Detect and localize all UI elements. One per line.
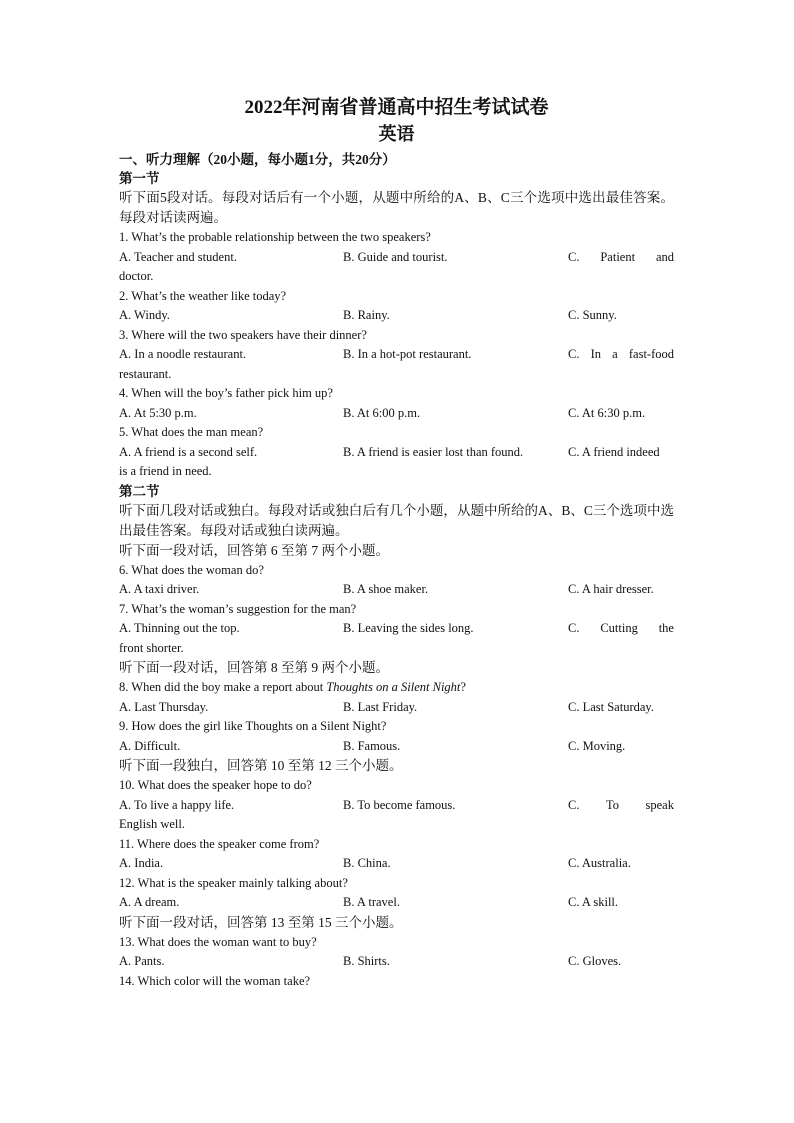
option-a: A. In a noodle restaurant. (119, 347, 247, 361)
option-c-word: the (658, 621, 674, 635)
group-instruction: 听下面一段独白，回答第 10 至第 12 三个小题。 (119, 758, 403, 773)
section-instruction: 听下面几段对话或独白。每段对话或独白后有几个小题，从题中所给的A、B、C三个选项中选出最佳答案。每段对话或独白读两遍。 (119, 502, 674, 538)
question-3: 3. Where will the two speakers have their dinner? (119, 327, 367, 342)
option-c (568, 619, 674, 639)
option-a: A. Thinning out the top. (119, 621, 240, 635)
option-c-word: a (612, 347, 618, 361)
question-mark: ? (460, 680, 466, 694)
option-a: A. India. (119, 856, 164, 870)
exam-page (119, 96, 674, 991)
option-b: B. China. (343, 856, 391, 870)
option-a: A. A dream. (119, 895, 180, 909)
option-c: C. Sunny. (568, 308, 617, 322)
section-instruction: 听下面5段对话。每段对话后有一个小题，从题中所给的A、B、C三个选项中选出最佳答案。每段对话读两遍。 (119, 190, 674, 225)
option-b: B. Guide and tourist. (343, 249, 448, 264)
question-10: 10. What does the speaker hope to do? (119, 778, 312, 792)
option-b: B. Leaving the sides long. (343, 621, 474, 635)
option-c: C. A hair dresser. (568, 582, 654, 596)
question-4: 4. When will the boy’s father pick him up? (119, 386, 333, 400)
option-a: A. Teacher and student. (119, 249, 237, 264)
option-c-continued: doctor. (119, 269, 154, 283)
question-5: 5. What does the man mean? (119, 425, 264, 439)
section-label: 第一节 (119, 171, 160, 186)
options-10 (119, 796, 674, 816)
option-c-word: In (590, 347, 602, 361)
question-8 (119, 678, 674, 698)
option-c: C. Last Saturday. (568, 699, 654, 714)
options-13 (119, 952, 674, 972)
option-b: B. A travel. (343, 895, 400, 909)
exam-subject: 英语 (378, 124, 415, 144)
option-c-continued: front shorter. (119, 640, 184, 655)
option-c (568, 248, 674, 268)
option-b: B. To become famous. (343, 797, 456, 812)
options-2 (119, 306, 674, 326)
group-instruction: 听下面一段对话，回答第 6 至第 7 两个小题。 (119, 542, 389, 558)
question-13: 13. What does the woman want to buy? (119, 934, 317, 949)
option-c-letter: C. (568, 347, 580, 361)
question-14: 14. Which color will the woman take? (119, 973, 311, 988)
option-c-continued: restaurant. (119, 366, 172, 381)
options-6 (119, 580, 674, 600)
option-c-word: speak (645, 797, 674, 812)
option-c: C. Australia. (568, 856, 631, 870)
option-c-word: Cutting (600, 621, 638, 635)
option-b: B. Shirts. (343, 954, 390, 968)
option-c: C. At 6:30 p.m. (568, 405, 646, 420)
options-4 (119, 404, 674, 424)
option-b: B. At 6:00 p.m. (343, 405, 421, 420)
option-c-word: fast-food (628, 347, 674, 361)
options-7 (119, 619, 674, 639)
options-11 (119, 854, 674, 874)
options-3 (119, 345, 674, 365)
question-11: 11. Where does the speaker come from? (119, 836, 320, 851)
options-5 (119, 443, 674, 463)
question-6: 6. What does the woman do? (119, 562, 264, 577)
option-b: B. In a hot-pot restaurant. (343, 347, 472, 361)
option-b: B. Famous. (343, 738, 401, 753)
option-a: A. Pants. (119, 954, 165, 968)
option-c-letter: C. (568, 621, 580, 635)
options-9 (119, 737, 674, 757)
option-b: B. A shoe maker. (343, 582, 429, 596)
option-c (568, 345, 674, 365)
option-c: C. Moving. (568, 738, 626, 753)
option-c-continued: English well. (119, 817, 185, 831)
option-c-word: To (605, 797, 619, 812)
option-b: B. Last Friday. (343, 699, 418, 714)
option-b: B. Rainy. (343, 308, 390, 322)
question-9: 9. How does the girl like Thoughts on a Silent Night? (119, 719, 387, 733)
option-c: C. Gloves. (568, 954, 622, 968)
option-a: A. A friend is a second self. (119, 444, 258, 459)
options-8 (119, 698, 674, 718)
group-instruction: 听下面一段对话，回答第 8 至第 9 两个小题。 (119, 660, 389, 675)
option-c (568, 796, 674, 816)
question-12: 12. What is the speaker mainly talking about? (119, 875, 348, 890)
options-12 (119, 893, 674, 913)
option-c: C. A skill. (568, 895, 619, 909)
option-a: A. Difficult. (119, 738, 181, 753)
options-1 (119, 248, 674, 268)
option-c-continued: is a friend in need. (119, 464, 212, 478)
option-c-word: and (655, 249, 674, 264)
question-1: 1. What’s the probable relationship between the two speakers? (119, 230, 431, 244)
option-b: B. A friend is easier lost than found. (343, 444, 524, 459)
option-c-letter: C. (568, 797, 580, 812)
option-a: A. Last Thursday. (119, 699, 209, 714)
question-text: 8. When did the boy make a report about (119, 680, 327, 694)
option-c: C. A friend indeed (568, 444, 660, 459)
option-c-letter: C. (568, 249, 580, 264)
option-a: A. To live a happy life. (119, 797, 235, 812)
option-a: A. At 5:30 p.m. (119, 405, 197, 420)
option-a: A. A taxi driver. (119, 582, 200, 596)
section-label: 第二节 (119, 483, 160, 499)
group-instruction: 听下面一段对话，回答第 13 至第 15 三个小题。 (119, 914, 403, 930)
exam-title: 2022年河南省普通高中招生考试试卷 (244, 97, 549, 118)
question-2: 2. What’s the weather like today? (119, 288, 287, 303)
question-7: 7. What’s the woman’s suggestion for the man? (119, 601, 357, 616)
option-a: A. Windy. (119, 308, 170, 322)
title-italic: Thoughts on a Silent Night (326, 680, 461, 694)
option-c-word: Patient (600, 249, 636, 264)
part-heading: 一、听力理解（20小题，每小题1分，共20分） (119, 152, 396, 167)
